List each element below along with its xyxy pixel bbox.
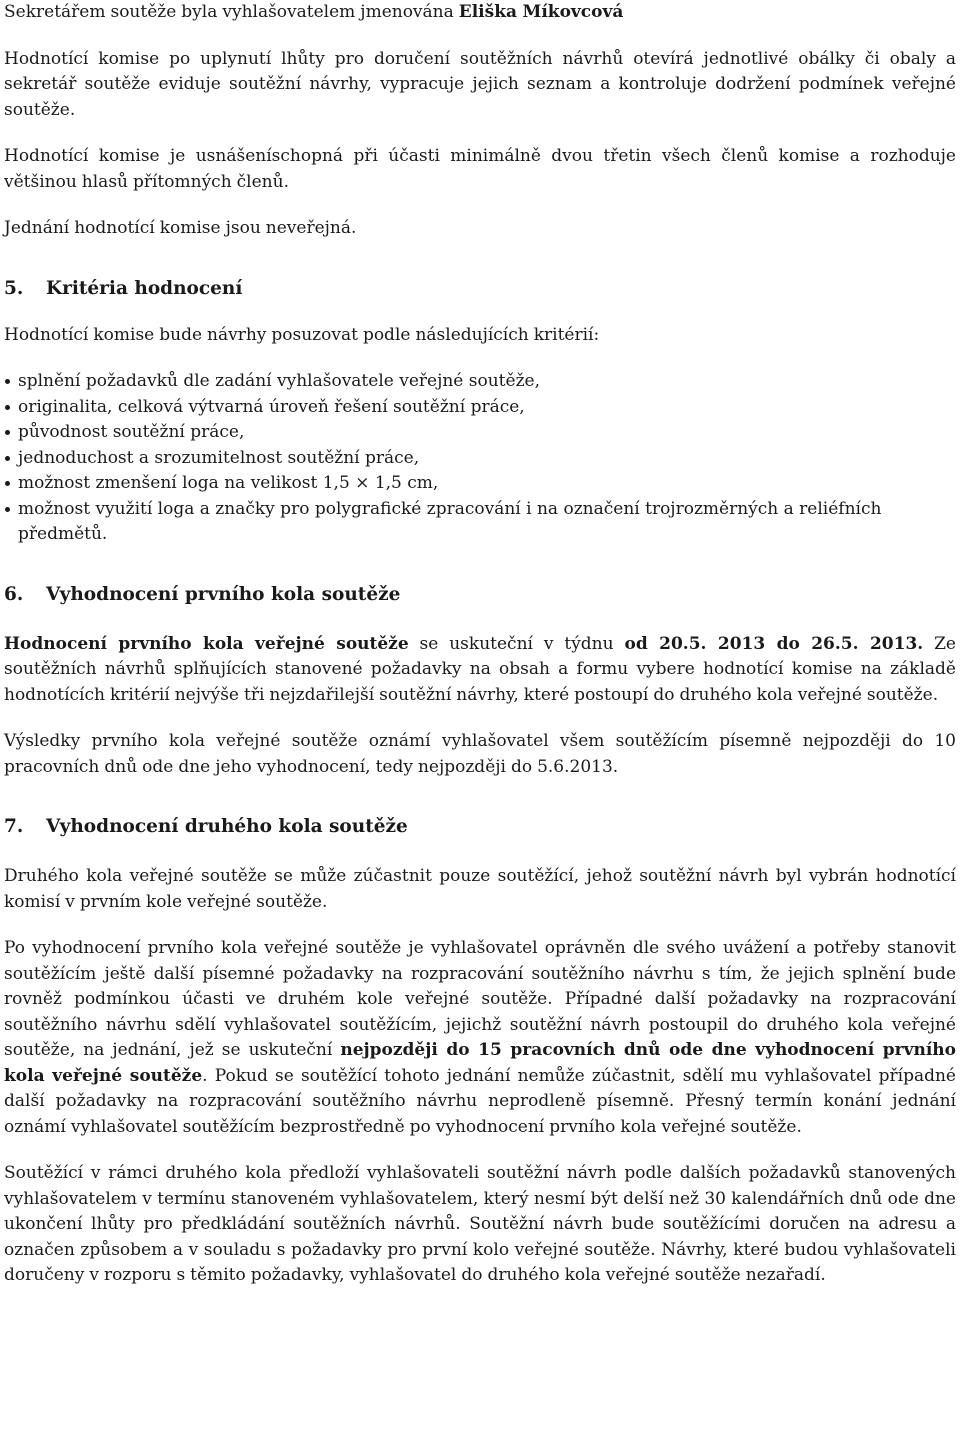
committee-opening-paragraph: Hodnotící komise po uplynutí lhůty pro doručení soutěžních návrhů otevírá jednotlivé obálky či obaly a sekretář soutěže eviduje soutěžní návrhy, vypracuje jejich seznam a kontroluje dodržení podmínek veřejné soutěže.: [4, 48, 956, 120]
section-6-heading: [4, 582, 956, 608]
section-7-number: 7.: [4, 816, 24, 837]
document-page: [4, 0, 956, 1289]
bullet-icon: [5, 405, 10, 410]
secretary-name: Eliška Míkovcová: [458, 2, 624, 22]
committee-closed-paragraph: Jednání hodnotící komise jsou neveřejná.: [4, 218, 357, 238]
second-round-req-deadline: nejpozději do 15 pracovních dnů ode dne vyhodnocení prvního kola veřejné soutěže: [4, 1040, 956, 1086]
secretary-text: Sekretářem soutěže byla vyhlašovatelem jmenována: [4, 2, 459, 22]
bullet-icon: [5, 507, 10, 512]
bullet-icon: [5, 379, 10, 384]
first-round-dates: od 20.5. 2013 do 26.5. 2013.: [624, 633, 924, 654]
committee-quorum-paragraph: Hodnotící komise je usnášeníschopná při účasti minimálně dvou třetin všech členů komise a rozhoduje většinou hlasů přítomných členů.: [4, 146, 956, 192]
first-round-paragraph: [4, 632, 956, 709]
section-7-heading: [4, 814, 956, 840]
section-5-heading: [4, 276, 956, 302]
criteria-list: [4, 369, 956, 548]
section-7-title: Vyhodnocení druhého kola soutěže: [46, 816, 408, 837]
second-round-submission-paragraph: Soutěžící v rámci druhého kola předloží vyhlašovateli soutěžní návrh podle dalších požadavků stanovených vyhlašovatelem v termínu stanoveném vyhlašovatelem, který nesmí být delší než 30 kalendářních dnů ode dne ukončení lhůty pro předkládání soutěžních návrhů. Soutěžní návrh bude soutěžícími doručen na adresu a označen způsobem a v souladu s požadavky pro první kolo veřejné soutěže. Návrhy, které budou vyhlašovateli doručeny v rozporu s těmito požadavky, vyhlašovatel do druhého kola veřejné soutěže nezařadí.: [4, 1163, 956, 1285]
bullet-icon: [5, 430, 10, 435]
section-6-number: 6.: [4, 583, 24, 605]
secretary-paragraph: [4, 0, 956, 26]
criteria-item: splnění požadavků dle zadání vyhlašovatele veřejné soutěže,: [4, 369, 956, 395]
second-round-req-end: . Pokud se soutěžící tohoto jednání nemůže zúčastnit, sdělí mu vyhlašovatel případné další požadavky na rozpracování soutěžního návrhu neprodleně písemně. Přesný termín konání jednání oznámí vyhlašovatel soutěžícím bezprostředně po vyhodnocení prvního kola veřejné soutěže.: [4, 1065, 956, 1137]
criteria-item: jednoduchost a srozumitelnost soutěžní práce,: [4, 446, 956, 472]
first-round-results-paragraph: Výsledky prvního kola veřejné soutěže oznámí vyhlašovatel všem soutěžícím písemně nejpozději do 10 pracovních dnů ode dne jeho vyhodnocení, tedy nejpozději do 5.6.2013.: [4, 731, 956, 777]
criteria-item: možnost zmenšení loga na velikost 1,5 × 1,5 cm,: [4, 471, 956, 497]
first-round-mid: se uskuteční v týdnu: [408, 633, 625, 654]
second-round-req-start: Po vyhodnocení prvního kola veřejné soutěže je vyhlašovatel oprávněn dle svého uvážení a potřeby stanovit soutěžícím ještě další písemné požadavky na rozpracování soutěžního návrhu s tím, že jejich splnění bude rovněž podmínkou účasti ve druhém kole veřejné soutěže. Případné další požadavky na rozpracování soutěžního návrhu sdělí vyhlašovatel soutěžícím, jejichž soutěžní návrh postoupil do druhého kola veřejné soutěže, na jednání, jež se uskuteční: [4, 938, 956, 1060]
criteria-item: původnost soutěžní práce,: [4, 420, 956, 446]
criteria-item: originalita, celková výtvarná úroveň řešení soutěžní práce,: [4, 395, 956, 421]
first-round-rest: Ze soutěžních návrhů splňujících stanovené požadavky na obsah a formu vybere hodnotící komise na základě hodnotících kritérií nejvýše tři nejzdařilejší soutěžní návrhy, které postoupí do druhého kola veřejné soutěže.: [4, 633, 956, 705]
section-6-title: Vyhodnocení prvního kola soutěže: [46, 583, 401, 605]
first-round-bold-start: Hodnocení prvního kola veřejné soutěže: [4, 633, 409, 654]
criteria-intro: Hodnotící komise bude návrhy posuzovat podle následujících kritérií:: [4, 324, 600, 345]
bullet-icon: [5, 481, 10, 486]
bullet-icon: [5, 456, 10, 461]
second-round-requirements-paragraph: [4, 936, 956, 1140]
section-5-title: Kritéria hodnocení: [46, 277, 243, 299]
criteria-item: možnost využití loga a značky pro polygrafické zpracování i na označení trojrozměrných a reliéfních předmětů.: [4, 497, 956, 548]
second-round-eligibility-paragraph: Druhého kola veřejné soutěže se může zúčastnit pouze soutěžící, jehož soutěžní návrh byl vybrán hodnotící komisí v prvním kole veřejné soutěže.: [4, 866, 956, 912]
section-5-number: 5.: [4, 277, 24, 299]
